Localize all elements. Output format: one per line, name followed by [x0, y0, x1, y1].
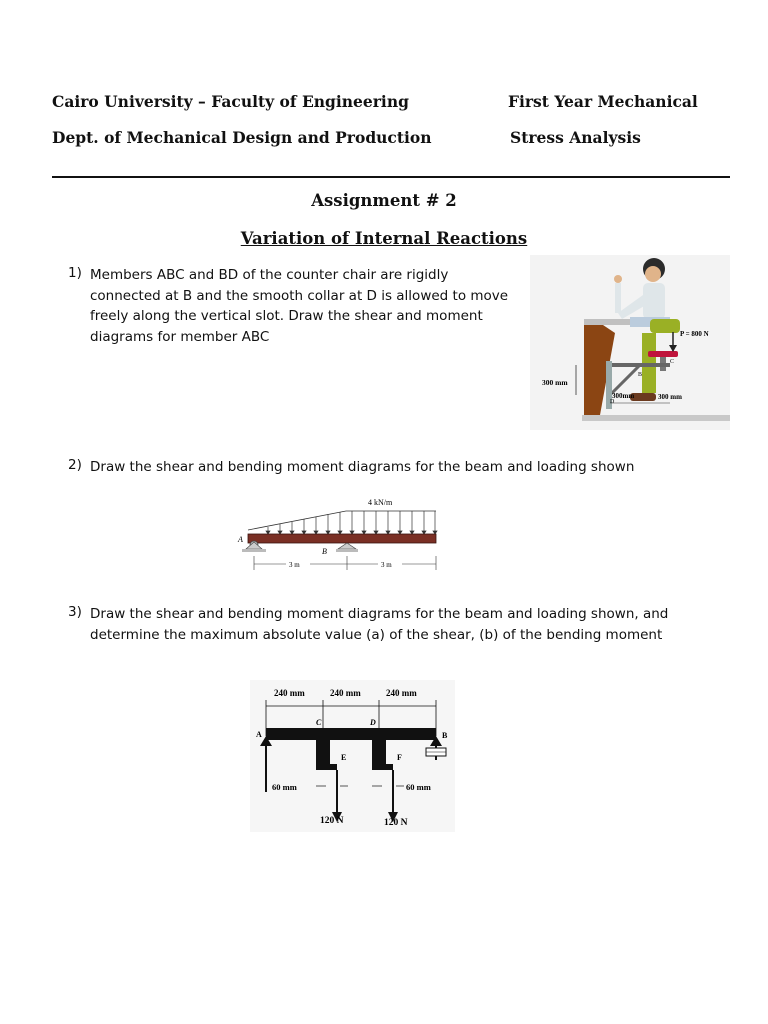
question-3-text: Draw the shear and bending moment diagrams for the beam and loading shown, and determine the maximum absolute value (a) of the shear, (b) of the bending moment — [90, 606, 669, 643]
q3-point-a: A — [256, 730, 262, 739]
q1-load-label: P = 800 N — [680, 330, 709, 338]
q2-point-a: A — [238, 535, 243, 544]
bracket-beam-figure — [250, 680, 455, 832]
counter-chair-figure — [530, 255, 730, 430]
q1-left-dimension: 300mm — [612, 392, 635, 400]
university-name: Cairo University – Faculty of Engineering — [52, 92, 409, 111]
q3-point-b: B — [442, 731, 448, 740]
q2-point-b: B — [322, 547, 327, 556]
assignment-subtitle — [0, 229, 768, 248]
question-1-number: 1) — [68, 265, 82, 281]
q1-point-c: C — [670, 359, 675, 365]
question-3-number: 3) — [68, 604, 82, 620]
q3-point-d: D — [370, 718, 376, 727]
q3-dim-3: 240 mm — [386, 688, 417, 698]
question-2-text: Draw the shear and bending moment diagrams for the beam and loading shown — [90, 459, 635, 475]
q3-dim-1: 240 mm — [274, 688, 305, 698]
q3-load-left: 120 N — [320, 816, 344, 826]
question-3-figure — [250, 680, 455, 832]
q3-offset-left: 60 mm — [272, 782, 297, 792]
year-label: First Year Mechanical — [508, 92, 698, 111]
q3-point-c: C — [316, 718, 322, 727]
assignment-title: Assignment # 2 — [311, 191, 457, 210]
subtitle-text: Variation of Internal Reactions — [240, 229, 528, 248]
q2-span-2: 3 m — [381, 561, 392, 569]
course-name: Stress Analysis — [510, 128, 641, 147]
question-2-number: 2) — [68, 457, 82, 473]
q1-point-d: D — [610, 399, 615, 405]
question-1-figure — [530, 255, 730, 430]
q1-point-b: B — [638, 372, 643, 378]
question-2-figure — [232, 492, 442, 584]
q1-right-dimension: 300 mm — [658, 393, 682, 401]
q3-offset-right: 60 mm — [406, 782, 431, 792]
q3-point-f: F — [397, 753, 402, 762]
header-divider — [52, 176, 730, 178]
q2-span-1: 3 m — [289, 561, 300, 569]
department-name: Dept. of Mechanical Design and Production — [52, 128, 432, 147]
q1-vertical-dimension: 300 mm — [542, 378, 568, 387]
question-1-text: Members ABC and BD of the counter chair are rigidly connected at B and the smooth collar at D is allowed to move freely along the vertical slot. Draw the shear and moment diagrams for member ABC — [90, 267, 509, 345]
q3-point-e: E — [341, 753, 347, 762]
distributed-load-beam-figure — [232, 492, 442, 584]
q3-dim-2: 240 mm — [330, 688, 361, 698]
q3-load-right: 120 N — [384, 818, 408, 828]
q2-load-label: 4 kN/m — [368, 498, 393, 507]
